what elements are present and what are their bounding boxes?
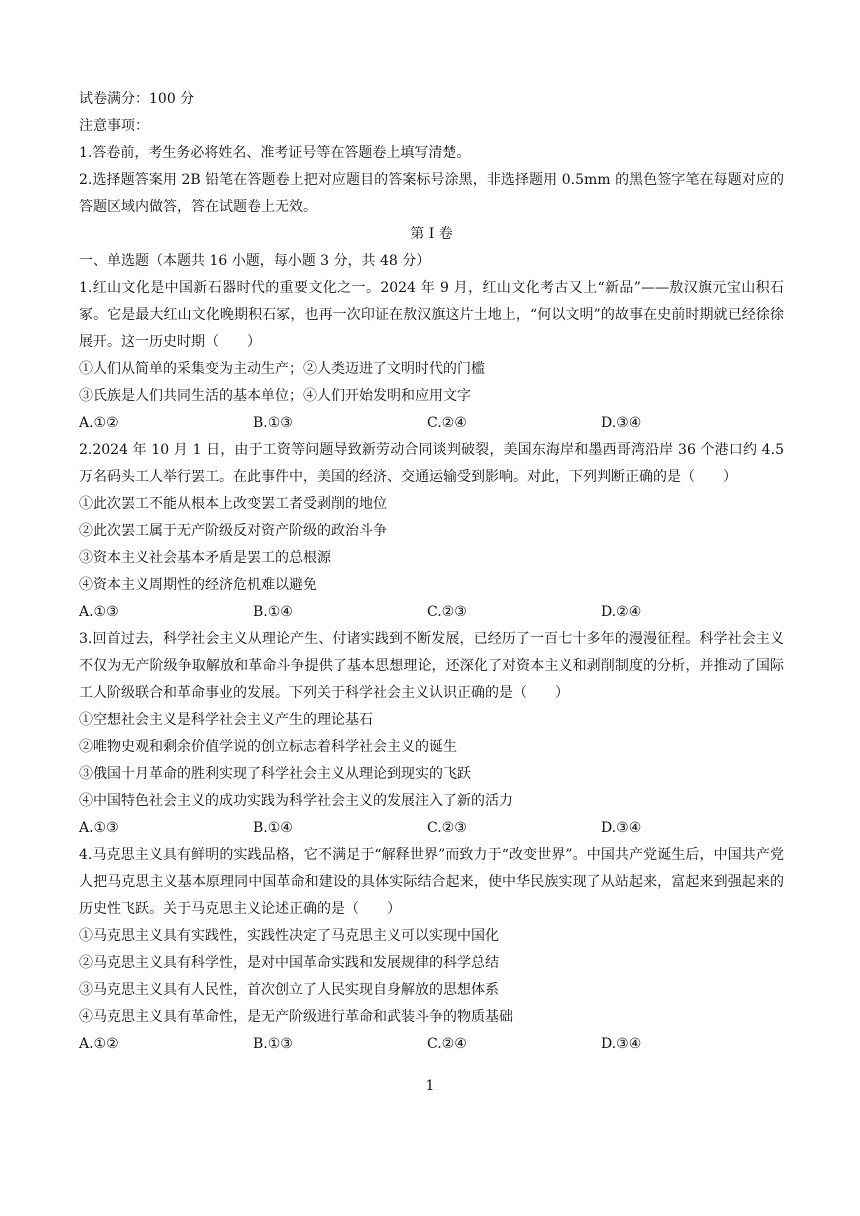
option-c: C.②③	[427, 604, 467, 620]
question-item: ③资本主义社会基本矛盾是罢工的总根源	[79, 550, 331, 566]
option-row	[79, 1031, 784, 1058]
notice-item-2: 2.选择题答案用 2B 铅笔在答题卷上把对应题目的答案标号涂黑，非选择题用 0.5mm 的黑色签字笔在每题对应的答题区域内做答，答在试题卷上无效。	[79, 172, 784, 215]
question-item: ①空想社会主义是科学社会主义产生的理论基石	[79, 712, 373, 728]
option-d: D.③④	[601, 1036, 642, 1052]
question-item: ③马克思主义具有人民性，首次创立了人民实现自身解放的思想体系	[79, 982, 499, 998]
page-number: 1	[425, 1078, 435, 1094]
question-item: ①此次罢工不能从根本上改变罢工者受剥削的地位	[79, 496, 387, 512]
question-stem: 3.回首过去，科学社会主义从理论产生、付诸实践到不断发展，已经历了一百七十多年的漫漫征程。科学社会主义不仅为无产阶级争取解放和革命斗争提供了基本思想理论，还深化了对资本主义和剥削制度的分析，并推动了国际工人阶级联合和革命事业的发展。下列关于科学社会主义认识正确的是（ ）	[79, 631, 784, 701]
volume-title: 第 I 卷	[410, 226, 453, 242]
full-score: 试卷满分：100 分	[79, 91, 195, 107]
question-item: ①马克思主义具有实践性，实践性决定了马克思主义可以实现中国化	[79, 928, 499, 944]
question-item: ④中国特色社会主义的成功实践为科学社会主义的发展注入了新的活力	[79, 793, 513, 809]
option-d: D.③④	[601, 820, 642, 836]
question-4	[79, 842, 784, 1058]
question-item: ②唯物史观和剩余价值学说的创立标志着科学社会主义的诞生	[79, 739, 457, 755]
question-item: ②马克思主义具有科学性，是对中国革命实践和发展规律的科学总结	[79, 955, 499, 971]
option-a: A.①③	[79, 820, 119, 836]
option-row	[79, 599, 784, 626]
option-c: C.②④	[427, 1036, 467, 1052]
option-row	[79, 815, 784, 842]
option-c: C.②③	[427, 820, 467, 836]
question-stem: 4.马克思主义具有鲜明的实践品格，它不满足于“解释世界”而致力于“改变世界”。中国共产党诞生后，中国共产党人把马克思主义基本原理同中国革命和建设的具体实际结合起来，使中华民族实现了从站起来，富起来到强起来的历史性飞跃。关于马克思主义论述正确的是（ ）	[79, 847, 784, 917]
question-1	[79, 275, 784, 437]
section-title: 一、单选题（本题共 16 小题，每小题 3 分，共 48 分）	[79, 253, 431, 269]
question-item: ③俄国十月革命的胜利实现了科学社会主义从理论到现实的飞跃	[79, 766, 471, 782]
notice-item-1: 1.答卷前，考生务必将姓名、准考证号等在答题卷上填写清楚。	[79, 145, 471, 161]
question-stem: 2.2024 年 10 月 1 日，由于工资等问题导致新劳动合同谈判破裂，美国东海岸和墨西哥湾沿岸 36 个港口约 4.5 万名码头工人举行罢工。在此事件中，美国的经济、交通运输受到影响。对此，下列判断正确的是（ ）	[79, 442, 784, 485]
option-b: B.①④	[253, 604, 293, 620]
question-item: ③氏族是人们共同生活的基本单位；④人们开始发明和应用文字	[79, 388, 471, 404]
option-d: D.③④	[601, 415, 642, 431]
option-b: B.①④	[253, 820, 293, 836]
question-item: ④马克思主义具有革命性，是无产阶级进行革命和武装斗争的物质基础	[79, 1009, 513, 1025]
option-c: C.②④	[427, 415, 467, 431]
option-b: B.①③	[253, 1036, 293, 1052]
notice-title: 注意事项：	[79, 118, 149, 134]
question-item: ②此次罢工属于无产阶级反对资产阶级的政治斗争	[79, 523, 387, 539]
question-item: ④资本主义周期性的经济危机难以避免	[79, 577, 317, 593]
question-2	[79, 437, 784, 626]
question-stem: 1.红山文化是中国新石器时代的重要文化之一。2024 年 9 月，红山文化考古又上“新品”——敖汉旗元宝山积石冢。它是最大红山文化晚期积石冢，也再一次印证在敖汉旗这片土地上，“何以文明”的故事在史前时期就已经徐徐展开。这一历史时期（ ）	[79, 280, 784, 350]
option-b: B.①③	[253, 415, 293, 431]
option-a: A.①②	[79, 1036, 119, 1052]
option-a: A.①③	[79, 604, 119, 620]
question-item: ①人们从简单的采集变为主动生产；②人类迈进了文明时代的门槛	[79, 361, 485, 377]
option-a: A.①②	[79, 415, 119, 431]
question-3	[79, 626, 784, 842]
option-d: D.②④	[601, 604, 642, 620]
exam-page	[79, 86, 784, 1058]
option-row	[79, 410, 784, 437]
